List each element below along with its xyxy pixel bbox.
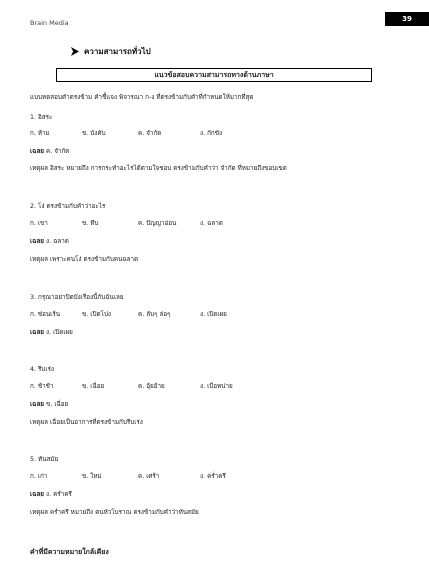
bottom-heading: คำที่มีความหมายใกล้เคียง <box>30 548 109 556</box>
option: ข. เฉื่อย <box>82 383 105 390</box>
box-title: แนวข้อสอบความสามารถทางด้านภาษา <box>56 68 372 82</box>
answer-3 <box>30 327 73 337</box>
reason-2: เหตุผล เพราะคนโง่ ตรงข้ามกับคนฉลาด <box>30 256 139 263</box>
option: ง. ฉลาด <box>200 220 223 227</box>
option: ก. ซ่อนเร้น <box>30 311 61 318</box>
option: ง. เบื่อหน่าย <box>200 383 233 390</box>
option: ก. ห้าม <box>30 130 50 137</box>
option: ก. เก่า <box>30 473 48 480</box>
option: ค. เศร้า <box>138 473 160 480</box>
page-number: 39 <box>385 12 429 26</box>
section-title: ความสามารถทั่วไป <box>84 47 151 56</box>
question-1: 1. อิสระ <box>30 114 53 121</box>
answer-4 <box>30 399 68 409</box>
answer-label: เฉลย <box>30 401 44 408</box>
answer-label: เฉลย <box>30 148 44 155</box>
answer-label: เฉลย <box>30 491 44 498</box>
question-3: 3. กรุณาอย่าปิดบังเรื่องนี้กับฉันเลย <box>30 294 124 301</box>
option: ค. จำกัด <box>138 130 162 137</box>
option: ค. ปัญญาอ่อน <box>138 220 177 227</box>
option: ข. ใหม่ <box>82 473 102 480</box>
reason-5: เหตุผล คร่ำครึ หมายถึง คนหัวโบราณ ตรงข้ามกับคำว่าทันสมัย <box>30 509 199 516</box>
answer-value: ค. จำกัด <box>46 148 70 155</box>
answer-2 <box>30 236 69 246</box>
option: ก. ช้าช้า <box>30 383 54 390</box>
section-heading <box>70 45 151 58</box>
option: ข. เปิดโปง <box>82 311 112 318</box>
answer-label: เฉลย <box>30 238 44 245</box>
option: ง. คร่ำครึ <box>200 473 226 480</box>
question-4: 4. รีบเร่ง <box>30 366 54 373</box>
answer-label: เฉลย <box>30 329 44 336</box>
answer-value: ง. เปิดเผย <box>46 329 73 336</box>
question-2: 2. โง่ ตรงข้ามกับคำว่าอะไร <box>30 203 106 210</box>
option: ง. กักขัง <box>200 130 223 137</box>
reason-1: เหตุผล อิสระ หมายถึง การกระทำอะไรได้ตามใจชอบ ตรงข้ามกับคำว่า จำกัด ที่หมายถึงขอบเขต <box>30 165 287 172</box>
answer-1 <box>30 146 69 156</box>
answer-value: ง. คร่ำครึ <box>46 491 72 498</box>
answer-value: ข. เฉื่อย <box>46 401 69 408</box>
instruction-text: แบบทดสอบคำตรงข้าม คำชี้แจง พิจารณา ก-ง ที่ตรงข้ามกับคำที่กำหนดให้มากที่สุด <box>30 94 254 101</box>
option: ข. ทึบ <box>82 220 99 227</box>
brand-name: Brain Media <box>30 19 69 27</box>
reason-4: เหตุผล เฉื่อยเป็นอาการที่ตรงข้ามกับรีบเร่ง <box>30 419 143 426</box>
option: ง. เปิดเผย <box>200 311 227 318</box>
option: ก. เขา <box>30 220 48 227</box>
question-5: 5. ทันสมัย <box>30 456 59 463</box>
option: ค. อุ้ยอ้าย <box>138 383 165 390</box>
option: ค. ลับๆ ล่อๆ <box>138 311 171 318</box>
answer-value: ง. ฉลาด <box>46 238 69 245</box>
option: ข. บังคับ <box>82 130 106 137</box>
answer-5 <box>30 489 72 499</box>
arrow-right-icon <box>70 47 79 56</box>
